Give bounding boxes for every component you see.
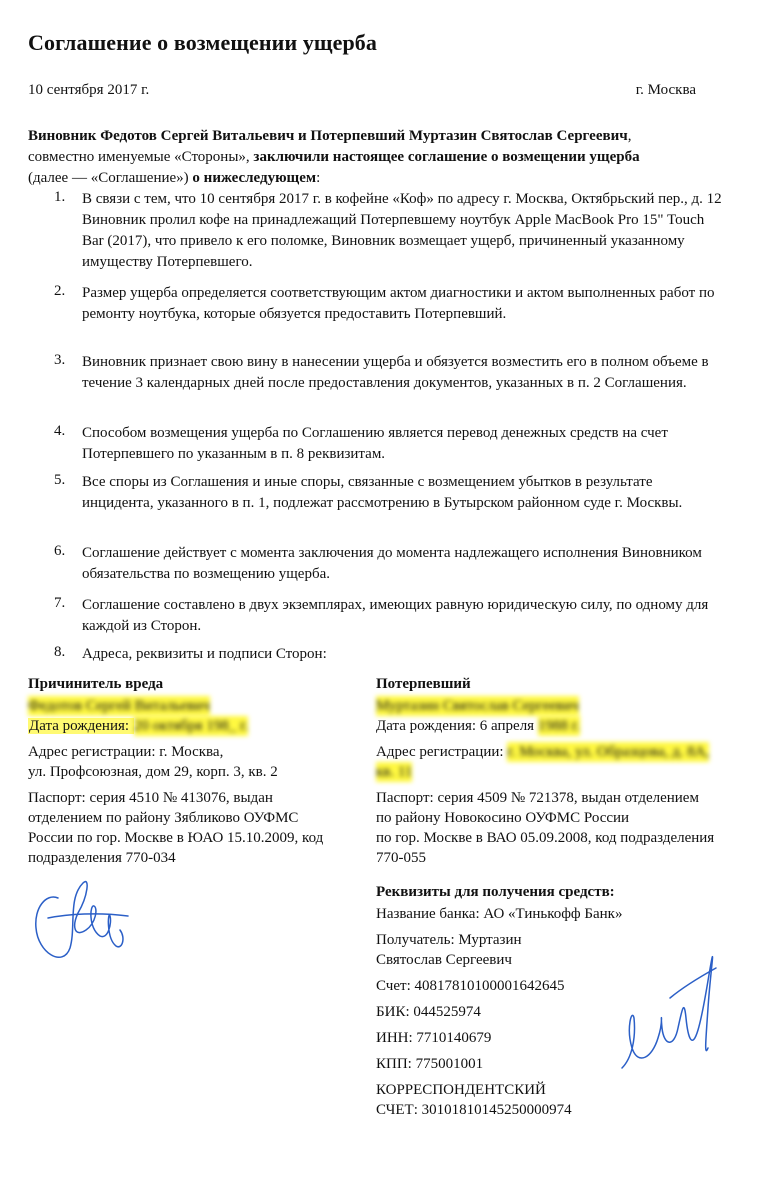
preamble-text-1: , совместно именуемые «Стороны», [28,128,632,165]
clause-text: Все споры из Соглашения и иные споры, связанные с возмещением убытков в результате инцидента, указанного в п. 1, подлежат рассмотрению в Бутырском районном суде г. Москвы. [82,474,683,511]
victim-passport-2: по району Новокосино ОУФМС России [376,810,630,826]
bank-recipient-2: Святослав Сергеевич [376,952,512,968]
preamble [28,126,678,189]
offender-signature-icon [28,868,138,978]
victim-address: г. Москва, ул. Образцова, д. 8А, [507,744,710,760]
agreement-city: г. Москва [635,82,696,98]
offender-address-1: г. Москва, [159,744,224,760]
offender-passport-1: Паспорт: серия 4510 № 413076, выдан [28,790,273,806]
clause-number: 6. [54,543,66,559]
bank-heading: Реквизиты для получения средств: [376,884,615,900]
offender-name: Федотов Сергей Витальевич [28,698,210,714]
party-offender [28,674,408,868]
preamble-text-3: : [316,170,321,186]
offender-dob-label: Дата рождения: [29,718,133,734]
clause-number: 2. [54,283,66,299]
victim-dob-label: Дата рождения: 6 апреля [376,718,538,734]
offender-passport-2: отделением по району Зябликово ОУФМС [28,810,299,826]
offender-passport-4: подразделения 770-034 [28,850,176,866]
agreement-date: 10 сентября 2017 г. [28,82,150,98]
date-line [28,82,696,99]
bank-corr-1: КОРРЕСПОНДЕНТСКИЙ [376,1082,546,1098]
bank-kpp: КПП: 775001001 [376,1056,484,1072]
offender-passport-3: России по гор. Москве в ЮАО 15.10.2009, код [28,830,324,846]
bank-account: Счет: 40817810100001642645 [376,978,565,994]
victim-passport-4: 770-055 [376,850,426,866]
clause-number: 7. [54,595,66,611]
offender-address-2: ул. Профсоюзная, дом 29, корп. 3, кв. 2 [28,764,278,780]
preamble-following: о нижеследующем [192,170,317,186]
victim-heading: Потерпевший [376,676,471,692]
bank-recipient-1: Получатель: Муртазин [376,932,522,948]
clause-number: 5. [54,472,66,488]
victim-address-label: Адрес регистрации: [376,744,508,760]
victim-signature-icon [612,938,732,1088]
document-title: Соглашение о возмещении ущерба [28,30,378,55]
clause-text: Соглашение действует с момента заключения до момента надлежащего исполнения Виновником обязательства по возмещению ущерба. [82,545,702,582]
clause-text: В связи с тем, что 10 сентября 2017 г. в кофейне «Коф» по адресу г. Москва, Октябрьский пер., д. 12 Виновник пролил кофе на принадлежащий Потерпевшему ноутбук Apple MacBook Pro 15" Touch Bar (2017), что привело к его поломке, Виновник возмещает ущерб, причиненный указанному имуществу Потерпевшего. [82,191,722,270]
preamble-parties: Виновник Федотов Сергей Витальевич и Потерпевший Муртазин Святослав Сергеевич [28,128,628,144]
offender-dob: 20 октября 198_ г. [133,718,249,734]
clause-text: Размер ущерба определяется соответствующим актом диагностики и актом выполненных работ по ремонту ноутбука, которые обязуется предоставить Потерпевший. [82,285,715,322]
bank-bik: БИК: 044525974 [376,1004,481,1020]
offender-heading: Причинитель вреда [28,676,164,692]
clause-text: Адреса, реквизиты и подписи Сторон: [82,646,327,662]
victim-name: Муртазин Святослав Сергеевич [376,698,579,714]
clause-number: 3. [54,352,66,368]
offender-address-label: Адрес регистрации: [28,744,160,760]
preamble-agreement: заключили настоящее соглашение о возмещении ущерба [253,149,640,165]
victim-address-2: кв. 11 [376,764,413,780]
clause-number: 1. [54,189,66,205]
bank-corr-2: СЧЕТ: 30101810145250000974 [376,1102,572,1118]
clause-text: Соглашение составлено в двух экземплярах, имеющих равную юридическую силу, по одному для каждой из Сторон. [82,597,709,634]
clause-text: Виновник признает свою вину в нанесении ущерба и обязуется возместить его в полном объеме в течение 3 календарных дней после предоставления документов, указанных в п. 2 Соглашения. [82,354,709,391]
preamble-text-2: (далее — «Соглашение») [28,170,193,186]
victim-passport-1: Паспорт: серия 4509 № 721378, выдан отделением [376,790,699,806]
clause-text: Способом возмещения ущерба по Соглашению является перевод денежных средств на счет Потерпевшего по указанным в п. 8 реквизитам. [82,425,668,462]
bank-inn: ИНН: 7710140679 [376,1030,492,1046]
victim-passport-3: по гор. Москве в ВАО 05.09.2008, код подразделения [376,830,715,846]
clause-number: 4. [54,423,66,439]
victim-dob: 1988 г. [537,718,580,734]
bank-name: Название банка: АО «Тинькофф Банк» [376,906,623,922]
clause-number: 8. [54,644,66,660]
